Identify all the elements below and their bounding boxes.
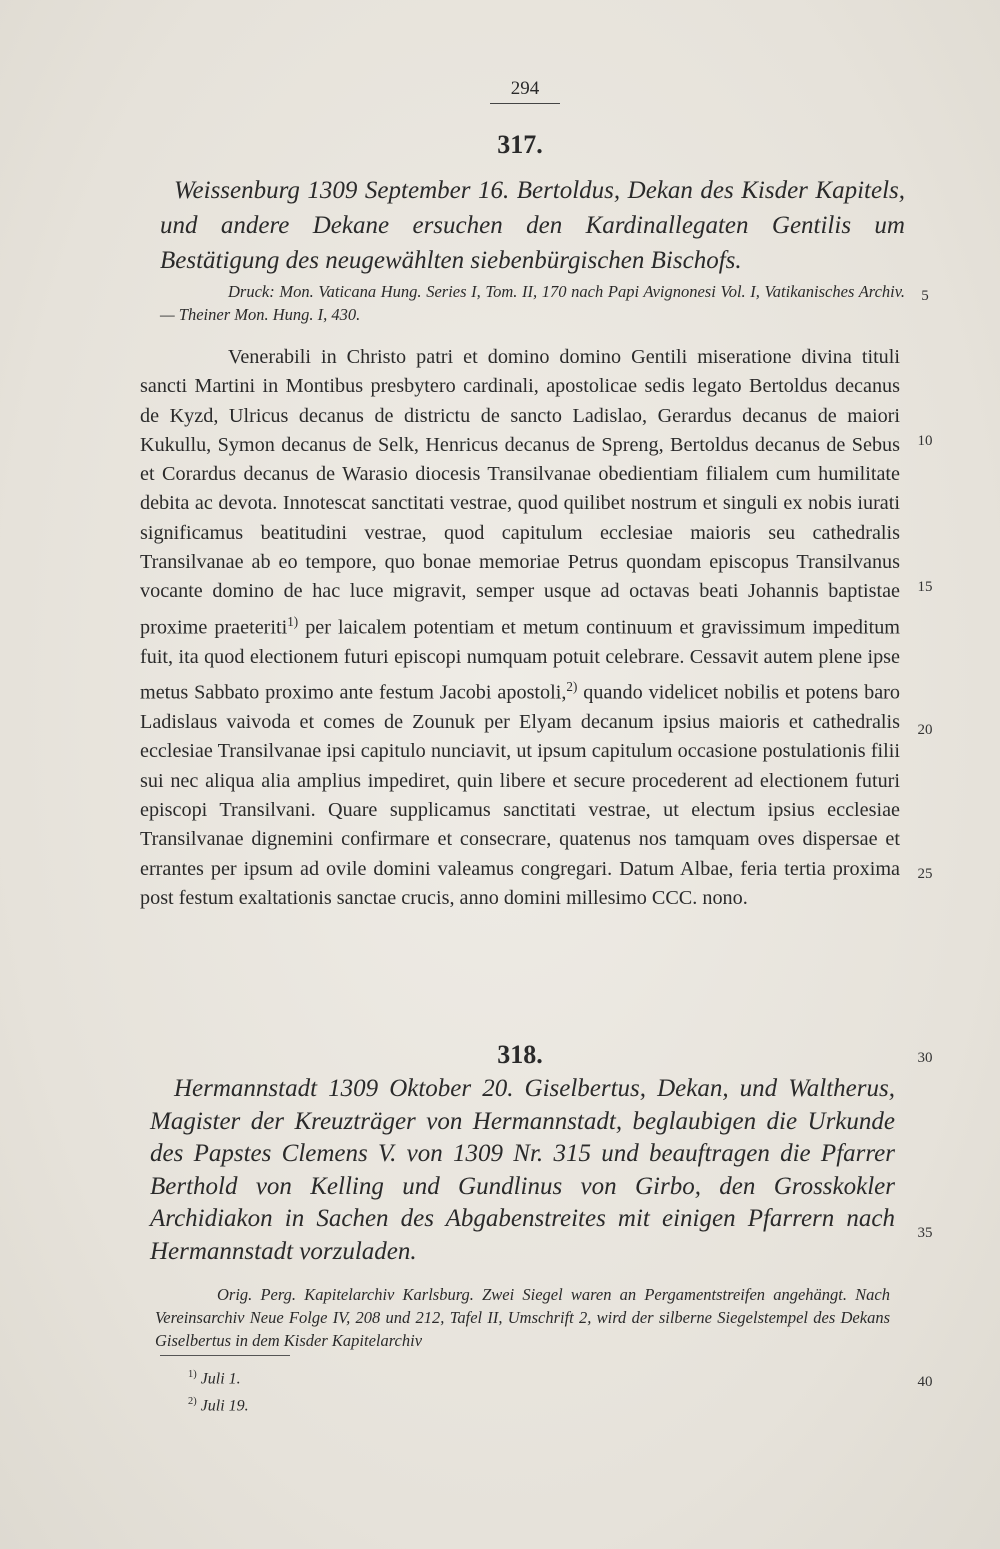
footnote-ref-2[interactable]: 2) [566,679,578,694]
line-number: 35 [917,1225,933,1241]
document-text-317 [140,343,900,913]
footnote-text-1: Juli 1. [200,1370,241,1388]
text-part-3: quando videlicet nobilis et potens baro Ladislaus vaivoda et comes de Zounuk per Elyam decanum ipsius maioris et cathedralis ecclesiae Transilvanae ipsi capitulo nunciavit, ut ipsum capitulum occasione postulationis filii sui nec aliqua alia amplius impediret, quin libere et secure procederent ad electionem futuri episcopi Transilvani. Quare supplicamus sanctitati vestrae, ut electum ipsius ecclesiae Transilvanae dignemini confirmare et consecrare, quatenus nos tamquam oves dispersae et errantes per ipsum ad ovile domini valeamus congregari. Datum Albae, feria tertia proxima post festum exaltationis sanctae crucis, anno domini millesimo CCC. nono. [140,681,901,909]
footnote-mark-1: 1) [188,1369,197,1380]
footnotes [188,1363,249,1418]
footnote-mark-2: 2) [188,1396,197,1408]
source-note-318: Orig. Perg. Kapitelarchiv Karlsburg. Zwei Siegel waren an Pergamentstreifen angehängt. Nach Vereinsarchiv Neue Folge IV, 208 und 212, Tafel II, Umschrift 2, wird der silberne Siegelstempel des Dekans Giselbertus in dem Kisder Kapitelarchiv [155,1285,890,1350]
page-number: 294 [490,78,560,104]
line-number: 40 [917,1374,933,1390]
line-number: 15 [917,579,933,595]
line-number: 20 [917,722,933,738]
text-part-2: per laicalem potentiam et metum continuum et gravissimum impeditum fuit, ita quod electionem futuri episcopi numquam potuit celebrare. Cessavit autem plene ipse metus Sabbato proximo ante festum Jacobi apostoli, [140,616,900,704]
document-number-318: 318. [497,1040,543,1069]
line-number: 5 [921,288,929,304]
document-summary-317: Weissenburg 1309 September 16. Bertoldus, Dekan des Kisder Kapitels, und andere Dekane ersuchen den Kardinallegaten Gentilis um Bestätigung des neugewählten siebenbürgischen Bischofs. [160,177,905,274]
footnote-1 [188,1363,249,1390]
footnote-ref-1[interactable]: 1) [287,613,299,629]
line-number: 10 [917,433,933,449]
footnote-text-2: Juli 19. [200,1397,249,1415]
line-number: 25 [917,866,933,882]
source-note-317: Druck: Mon. Vaticana Hung. Series I, Tom. II, 170 nach Papi Avignonesi Vol. I, Vatikanisches Archiv. — Theiner Mon. Hung. I, 430. [160,282,905,324]
line-number: 30 [917,1050,933,1066]
footnote-divider [160,1355,290,1356]
document-summary-318: Hermannstadt 1309 Oktober 20. Giselbertus, Dekan, und Waltherus, Magister der Kreuzträger von Hermannstadt, beglaubigen die Urkunde des Papstes Clemens V. von 1309 Nr. 315 und beauftragen die Pfarrer Berthold von Kelling und Gundlinus von Girbo, den Grosskokler Archidiakon in Sachen des Abgabenstreites mit einigen Pfarrern nach Hermannstadt vorzuladen. [150,1075,895,1265]
text-part-1: Venerabili in Christo patri et domino domino Gentili miseratione divina tituli sancti Martini in Montibus presbytero cardinali, apostolicae sedis legato Bertoldus decanus de Kyzd, Ulricus decanus de districtu de sancto Ladislao, Gerardus decanus de maiori Kukullu, Symon decanus de Selk, Henricus decanus de Spreng, Bertoldus decanus de Sebus et Corardus decanus de Warasio diocesis Transilvanae obedientiam filialem cum humilitate debita ac devota. Innotescat sanctitati vestrae, quod quilibet nostrum et singuli ex nobis iurati significamus beatitudini vestrae, quod capitulum ecclesiae maioris seu cathedralis Transilvanae ab eo tempore, quo bonae memoriae Petrus quondam episcopus Transilvanus vocante domino de hac luce migravit, semper usque ad octavas beati Johannis baptistae proxime praeteriti [140,346,900,639]
document-number-317: 317. [497,130,543,159]
footnote-2 [188,1390,249,1417]
